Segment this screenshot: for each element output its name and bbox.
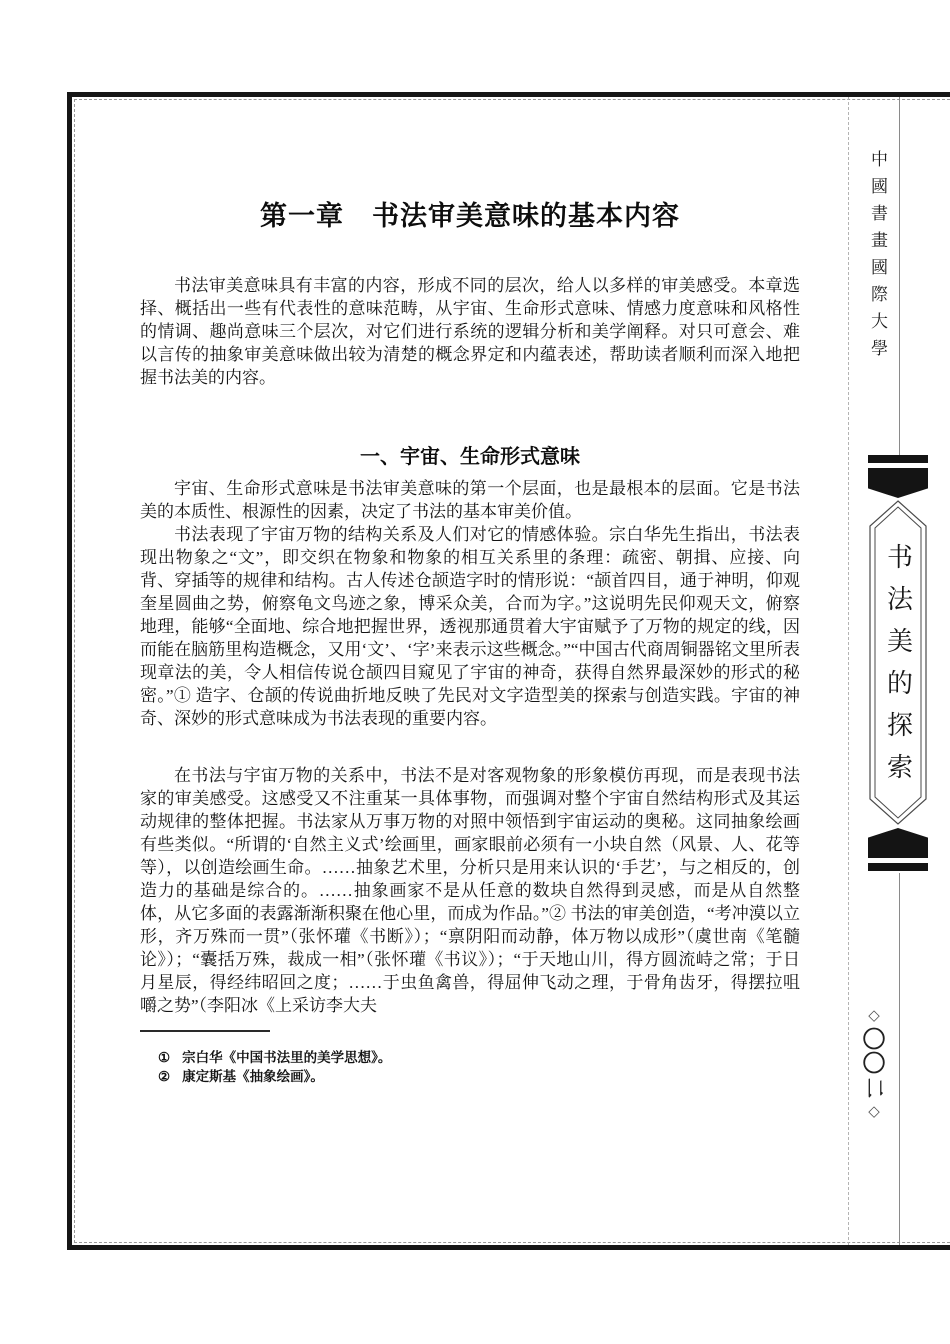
banner-top-ribbon: [868, 468, 928, 498]
footnote-list: [140, 1048, 800, 1086]
page-number-digit: 二: [863, 1078, 885, 1098]
page-number-digit: 〇: [862, 1051, 886, 1076]
footnote-marker: ②: [158, 1069, 171, 1084]
intro-paragraph: 书法审美意味具有丰富的内容，形成不同的层次，给人以多样的审美感受。本章选择、概括出一些有代表性的意味范畴，从宇宙、生命形式意味、情感力度意味和风格性的情调、趣尚意味三个层次，对它们进行系统的逻辑分析和美学阐释。对只可意会、难以言传的抽象审美意味做出较为清楚的概念界定和内蕴表述，帮助读者顺利而深入地把握书法美的内容。: [140, 276, 800, 387]
footnote-text: 宗白华《中国书法里的美学思想》。: [182, 1050, 392, 1065]
banner-bottom-ribbon: [868, 828, 928, 858]
footnote-text: 康定斯基《抽象绘画》。: [182, 1069, 324, 1084]
paragraph: 书法表现了宇宙万物的结构关系及人们对它的情感体验。宗白华先生指出，书法表现出物象之“文”，即交织在物象和物象的相互关系里的条理：疏密、朝揖、应接、向背、穿插等的规律和结构。古人传述仓颉造字时的情形说：“颉首四目，通于神明，仰观奎星圆曲之势，俯察龟文鸟迹之象，博采众美，合而为字。”这说明先民仰观天文，俯察地理，能够“全面地、综合地把握世界，透视那通贯着大宇宙赋予了万物的规定的线，因而能在脑筋里构造概念，又用‘文’、‘字’来表示这些概念。”“中国古代商周铜器铭文里所表现章法的美，令人相信传说仓颉四目窥见了宇宙的神奇，获得自然界最深妙的形式的秘密。”① 造字、仓颉的传说曲折地反映了先民对文字造型美的探索与创造实践。宇宙的神奇、深妙的形式意味成为书法表现的重要内容。: [140, 525, 800, 728]
page-number-column: [849, 1004, 899, 1124]
body-text-block: [140, 477, 800, 1017]
footnote-item: [140, 1048, 800, 1067]
page-number-digit: 〇: [862, 1027, 886, 1052]
chapter-title: 第一章 书法审美意味的基本内容: [260, 201, 680, 232]
footnote-divider: [140, 1030, 270, 1032]
paragraph: 在书法与宇宙万物的关系中，书法不是对客观物象的形象模仿再现，而是表现书法家的审美感受。这感受又不注重某一具体事物，而强调对整个宇宙自然结构形式及其运动规律的整体把握。书法家从万事万物的对照中领悟到宇宙运动的奥秘。这同抽象绘画有些类似。“所谓的‘自然主义式’绘画里，画家眼前必须有一小块自然（风景、人、花等等），以创造绘画生命。……抽象艺术里，分析只是用来认识的‘手艺’，与之相反的，创造力的基础是综合的。……抽象画家不是从任意的数块自然得到灵感，而是从自然整体，从它多面的表露渐渐积聚在他心里，而成为作品。”② 书法的审美创造，“考冲漠以立形，齐万殊而一贯”（张怀瓘《书断》）；“禀阴阳而动静，体万物以成形”（虞世南《笔髓论》）；“囊括万殊，裁成一相”（张怀瓘《书议》）；“于天地山川，得方圆流峙之常；于日月星辰，得经纬昭回之度；……于虫鱼禽兽，得屈伸飞动之理，于骨角齿牙，得摆拉咀嚼之势”（李阳冰《上采访李大夫: [140, 766, 800, 1015]
section-heading: 一、宇宙、生命形式意味: [360, 445, 580, 468]
page-number-ornament: ◇: [868, 1104, 880, 1120]
spine-banner: [868, 455, 928, 873]
footnote-item: [140, 1067, 800, 1086]
banner-top-bar: [868, 455, 928, 463]
book-title-vertical: 书法美的探索: [883, 543, 913, 795]
institution-vertical-title: 中國書畫國際大學: [868, 150, 887, 366]
footnote-marker: ①: [158, 1050, 171, 1065]
banner-bottom-bar: [868, 863, 928, 871]
page-number-ornament: ◇: [868, 1008, 880, 1024]
paragraph: 宇宙、生命形式意味是书法审美意味的第一个层面，也是最根本的层面。它是书法美的本质性、根源性的因素，决定了书法的基本审美价值。: [140, 479, 800, 521]
